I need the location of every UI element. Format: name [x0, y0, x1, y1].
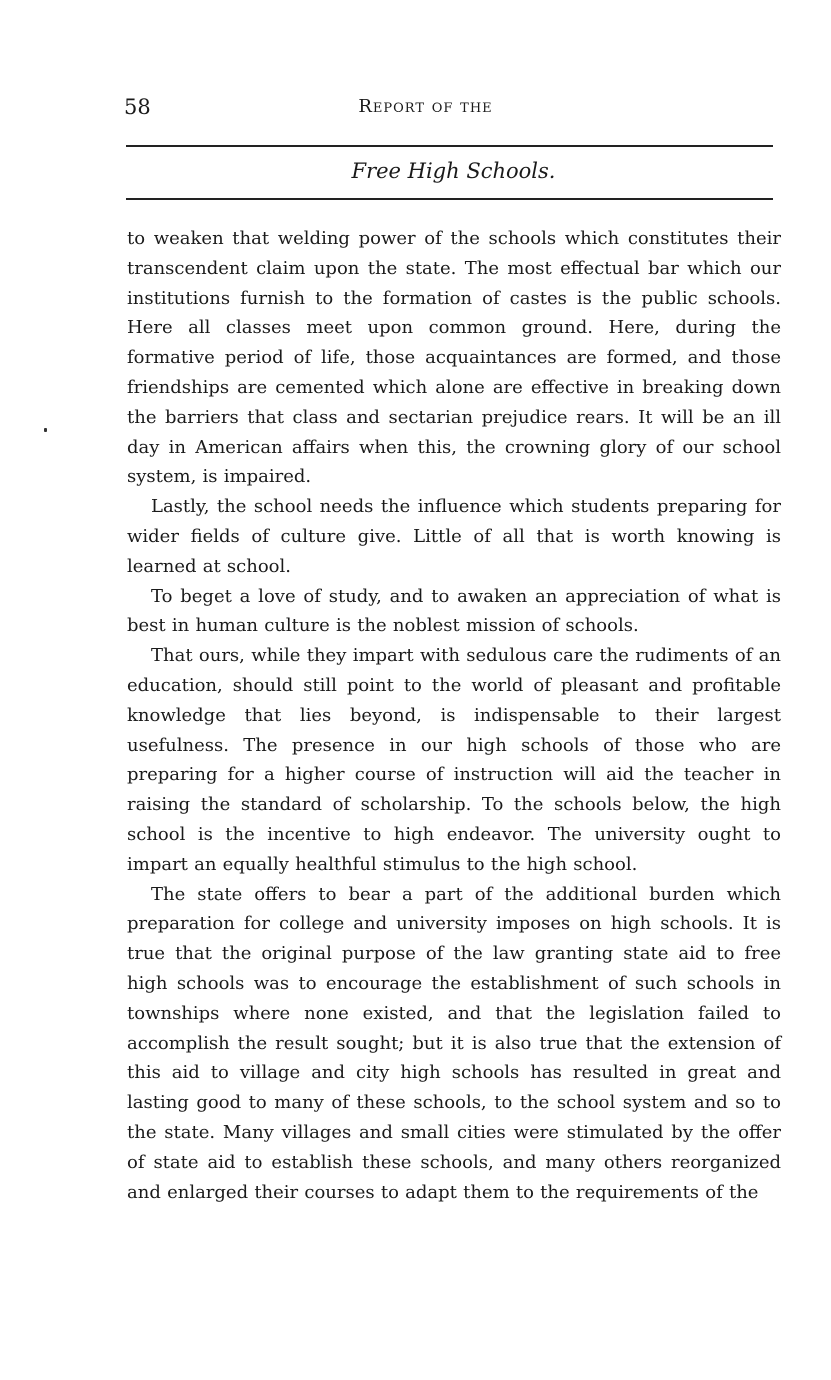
paragraph-continued: to weaken that welding power of the schools which constitutes their transcendent claim upon the state. The most effectual bar which our institutions furnish to the formation of castes is the public schools. Here all classes meet upon common ground. Here, during the formative period of life, those acquaintances are formed, and those friendships are cemented which alone are effective in breaking down the barriers that class and sectarian prejudice rears. It will be an ill day in American affairs when this, the crowning glory of our school system, is impaired. [127, 228, 781, 488]
paragraph: The state offers to bear a part of the additional burden which preparation for college and university imposes on high schools. It is true that the original purpose of the law granting state aid to free high schools was to encourage the establishment of such schools in townships where none existed, and that the legislation failed to accomplish the result sought; but it is also true that the extension of this aid to village and city high schools has resulted in great and lasting good to many of these schools, to the school system and so to the state. Many villages and small cities were stimulated by the offer of state aid to establish these schools, and many others reorganized and enlarged their courses to adapt them to the requirements of the [127, 883, 781, 1203]
header-rule-top [126, 145, 773, 147]
section-title: Free High Schools. [351, 159, 556, 183]
header-rule-bottom [126, 198, 773, 200]
paragraph: Lastly, the school needs the influence which students preparing for wider fields of culture give. Little of all that is worth knowing is learned at school. [127, 496, 781, 577]
body-text [127, 224, 781, 1207]
margin-speck [44, 428, 47, 432]
running-head: Report of the [358, 96, 493, 117]
paragraph: That ours, while they impart with sedulous care the rudiments of an education, should still point to the world of pleasant and profitable knowledge that lies beyond, is indispensable to their largest usefulness. The presence in our high schools of those who are preparing for a higher course of instruction will aid the teacher in raising the standard of scholarship. To the schools below, the high school is the incentive to high endeavor. The university ought to impart an equally healthful stimulus to the high school. [127, 645, 781, 875]
paragraph: To beget a love of study, and to awaken an appreciation of what is best in human culture is the noblest mission of schools. [127, 585, 781, 637]
page-number: 58 [124, 95, 151, 119]
